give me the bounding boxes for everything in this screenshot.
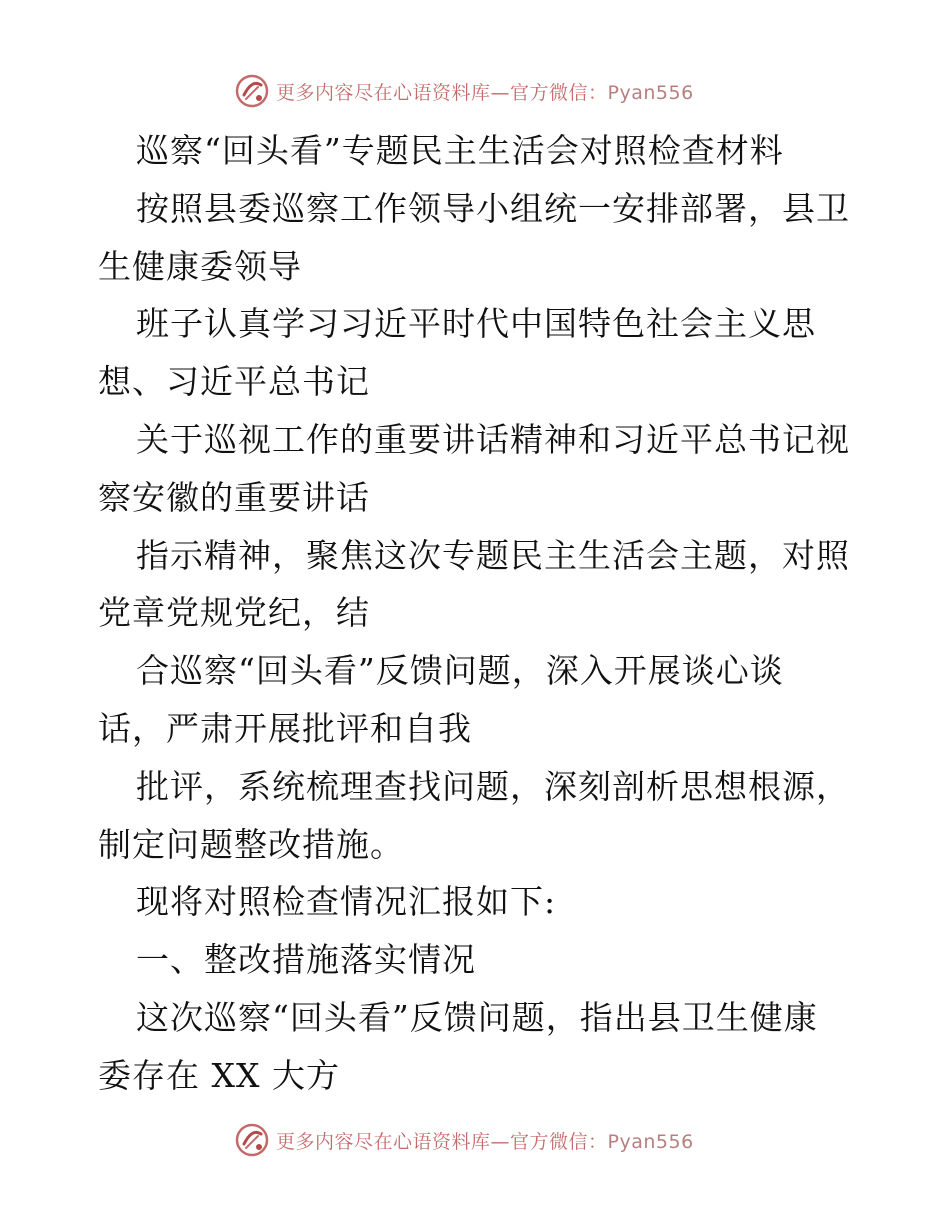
text-line: 一、整改措施落实情况 [136, 940, 476, 980]
text-line: 党章党规党纪，结 [98, 593, 370, 633]
watermark-account: Pyan556 [607, 1130, 694, 1153]
text-line: 班子认真学习习近平时代中国特色社会主义思 [136, 304, 816, 344]
document-body [98, 122, 858, 1105]
watermark-prefix: 更多内容尽在心语资料库—官方微信： [276, 81, 608, 104]
watermark-text [276, 1127, 694, 1154]
text-line: 制定问题整改措施。 [98, 824, 404, 864]
text-line: 指示精神，聚焦这次专题民主生活会主题，对照 [136, 535, 850, 575]
watermark-prefix: 更多内容尽在心语资料库—官方微信： [276, 1130, 608, 1153]
text-line: 委存在 XX 大方 [98, 1055, 340, 1095]
text-line: 现将对照检查情况汇报如下: [136, 882, 557, 922]
footer-watermark [234, 1120, 694, 1160]
text-line: 这次巡察“回头看”反馈问题，指出县卫生健康 [136, 997, 818, 1037]
text-line: 察安徽的重要讲话 [98, 477, 370, 517]
logo-icon [234, 73, 270, 109]
text-line: 话，严肃开展批评和自我 [98, 708, 472, 748]
text-line: 想、习近平总书记 [98, 362, 370, 402]
text-line: 批评，系统梳理查找问题，深刻剖析思想根源， [136, 766, 850, 806]
text-line: 巡察“回头看”专题民主生活会对照检查材料 [136, 131, 784, 170]
logo-icon [234, 1122, 270, 1158]
text-line: 生健康委领导 [98, 246, 302, 286]
text-line: 关于巡视工作的重要讲话精神和习近平总书记视 [136, 419, 850, 459]
text-line: 按照县委巡察工作领导小组统一安排部署，县卫 [136, 188, 850, 228]
watermark-account: Pyan556 [607, 81, 694, 104]
header-watermark [234, 71, 694, 111]
watermark-text [276, 78, 694, 105]
text-line: 合巡察“回头看”反馈问题，深入开展谈心谈 [136, 651, 784, 691]
